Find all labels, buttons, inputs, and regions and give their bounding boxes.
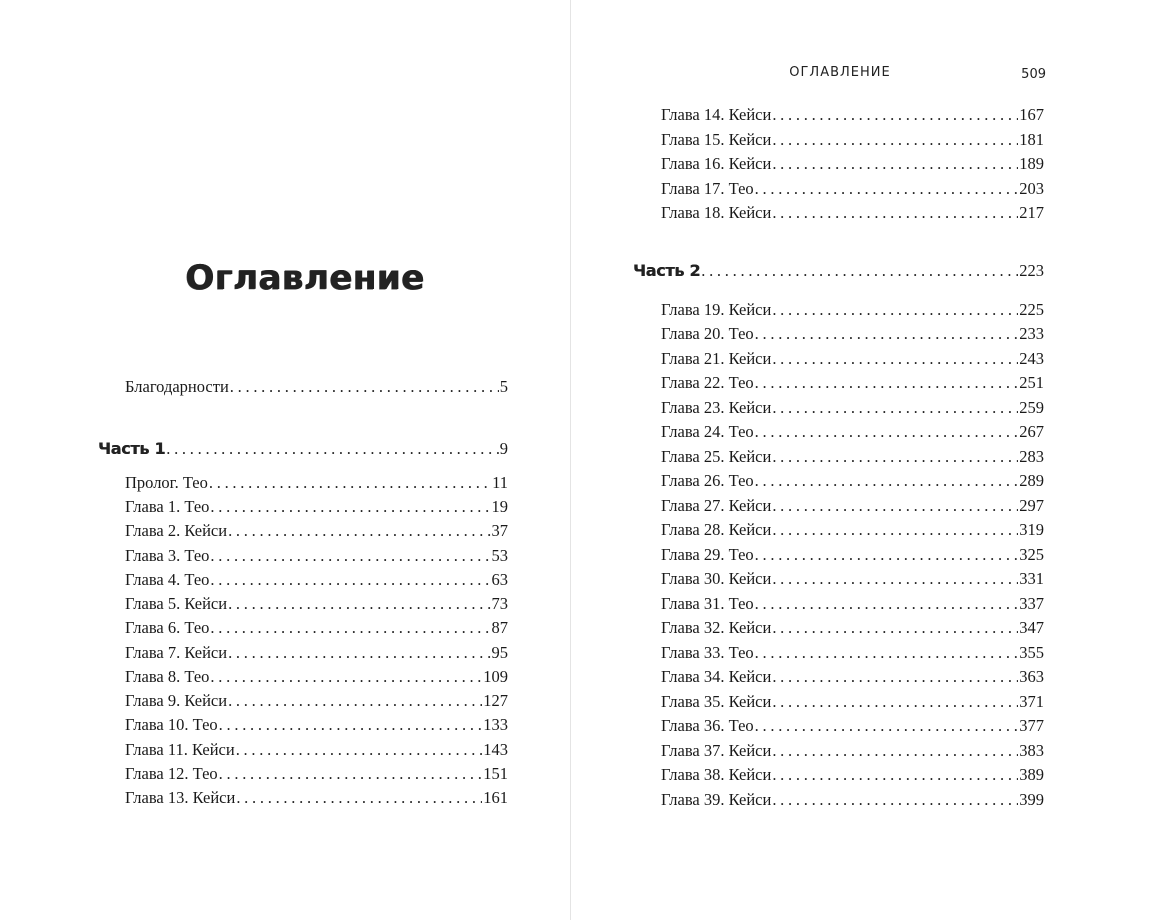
toc-entry[interactable] (125, 788, 508, 808)
toc-leader-dots (228, 594, 490, 614)
toc-entry[interactable] (661, 349, 1044, 369)
toc-entry-page: 95 (491, 643, 508, 662)
toc-entry[interactable] (661, 203, 1044, 223)
toc-entry-label: Глава 25. Кейси (661, 447, 772, 466)
toc-entry-page: 53 (491, 546, 508, 565)
toc-leader-dots (219, 715, 483, 735)
toc-part-label: Часть 2 (633, 261, 701, 280)
toc-entry-label: Глава 15. Кейси (661, 130, 772, 149)
toc-entry-page: 355 (1019, 643, 1044, 662)
toc-entry[interactable] (125, 691, 508, 711)
toc-entry-label: Глава 8. Тео (125, 667, 210, 686)
toc-leader-dots (236, 788, 482, 808)
toc-entry-label: Глава 32. Кейси (661, 618, 772, 637)
toc-entry-page: 267 (1019, 422, 1044, 441)
toc-entry[interactable] (661, 667, 1044, 687)
toc-entry-page: 233 (1019, 324, 1044, 343)
toc-entry-label: Глава 24. Тео (661, 422, 754, 441)
toc-entry-label: Глава 20. Тео (661, 324, 754, 343)
toc-entry-label: Глава 31. Тео (661, 594, 754, 613)
toc-entry-label: Глава 28. Кейси (661, 520, 772, 539)
toc-entry-page: 251 (1019, 373, 1044, 392)
toc-entry[interactable] (125, 643, 508, 663)
toc-leader-dots (772, 790, 1018, 810)
toc-leader-dots (772, 520, 1018, 540)
toc-leader-dots (755, 545, 1019, 565)
toc-entry-page: 181 (1019, 130, 1044, 149)
toc-leader-dots (701, 261, 1018, 281)
toc-entry-label: Глава 23. Кейси (661, 398, 772, 417)
toc-entry[interactable] (661, 447, 1044, 467)
toc-entry-label: Пролог. Тео (125, 473, 208, 492)
toc-leader-dots (755, 373, 1019, 393)
toc-leader-dots (166, 439, 499, 459)
toc-entry[interactable] (125, 667, 508, 687)
toc-entry-page: 331 (1019, 569, 1044, 588)
toc-entry[interactable] (661, 373, 1044, 393)
toc-entry[interactable] (661, 105, 1044, 125)
toc-entry-page: 63 (491, 570, 508, 589)
toc-entry-page: 161 (483, 788, 508, 807)
toc-leader-dots (772, 569, 1018, 589)
running-head: ОГЛАВЛЕНИЕ (789, 65, 891, 80)
toc-entry-label: Глава 29. Тео (661, 545, 754, 564)
toc-entry[interactable] (661, 692, 1044, 712)
toc-entry[interactable] (661, 496, 1044, 516)
toc-entry-page: 319 (1019, 520, 1044, 539)
toc-leader-dots (772, 398, 1018, 418)
toc-title: Оглавление (185, 258, 425, 298)
toc-leader-dots (772, 130, 1018, 150)
toc-entry[interactable] (125, 521, 508, 541)
toc-leader-dots (755, 422, 1019, 442)
toc-entry[interactable] (661, 741, 1044, 761)
toc-entry[interactable] (661, 398, 1044, 418)
toc-entry-label: Глава 17. Тео (661, 179, 754, 198)
toc-entry[interactable] (661, 130, 1044, 150)
toc-entry[interactable] (125, 715, 508, 735)
toc-entry-page: 259 (1019, 398, 1044, 417)
toc-part-2[interactable] (633, 261, 1044, 281)
toc-entry[interactable] (661, 300, 1044, 320)
toc-entry[interactable] (661, 520, 1044, 540)
toc-leader-dots (228, 521, 490, 541)
toc-entry-label: Глава 37. Кейси (661, 741, 772, 760)
toc-entry-label: Глава 7. Кейси (125, 643, 228, 662)
toc-entry-page: 127 (483, 691, 508, 710)
toc-entry[interactable] (125, 740, 508, 760)
right-page (571, 0, 1149, 920)
toc-entry-page: 189 (1019, 154, 1044, 173)
toc-entry[interactable] (661, 179, 1044, 199)
toc-leader-dots (210, 618, 490, 638)
toc-entry-label: Глава 5. Кейси (125, 594, 228, 613)
toc-entry-page: 37 (491, 521, 508, 540)
toc-entry-label: Глава 30. Кейси (661, 569, 772, 588)
toc-leader-dots (772, 618, 1018, 638)
toc-entry-page: 371 (1019, 692, 1044, 711)
toc-entry-label: Глава 39. Кейси (661, 790, 772, 809)
toc-leader-dots (755, 594, 1019, 614)
toc-entry[interactable] (125, 594, 508, 614)
toc-entry-page: 337 (1019, 594, 1044, 613)
toc-entry-acknowledgements[interactable] (125, 377, 508, 397)
toc-entry[interactable] (661, 324, 1044, 344)
toc-entry-label: Глава 4. Тео (125, 570, 210, 589)
toc-entry-page: 399 (1019, 790, 1044, 809)
toc-leader-dots (210, 546, 490, 566)
toc-entry-page: 363 (1019, 667, 1044, 686)
toc-leader-dots (772, 741, 1018, 761)
toc-entry-label: Глава 2. Кейси (125, 521, 228, 540)
page-number: 509 (1021, 67, 1046, 82)
toc-entry-page: 283 (1019, 447, 1044, 466)
toc-entry-page: 167 (1019, 105, 1044, 124)
toc-entry-page: 389 (1019, 765, 1044, 784)
toc-part-page: 223 (1019, 261, 1044, 280)
toc-leader-dots (755, 179, 1019, 199)
toc-leader-dots (772, 667, 1018, 687)
toc-leader-dots (228, 643, 490, 663)
toc-leader-dots (755, 324, 1019, 344)
toc-entry[interactable] (661, 422, 1044, 442)
toc-entry-label: Глава 9. Кейси (125, 691, 228, 710)
toc-entry-label: Глава 16. Кейси (661, 154, 772, 173)
toc-entry-label: Глава 12. Тео (125, 764, 218, 783)
toc-entry-label: Глава 22. Тео (661, 373, 754, 392)
toc-entry[interactable] (125, 618, 508, 638)
toc-entry[interactable] (661, 643, 1044, 663)
toc-entry-page: 289 (1019, 471, 1044, 490)
toc-leader-dots (219, 764, 483, 784)
toc-entry-page: 203 (1019, 179, 1044, 198)
toc-entry-page: 347 (1019, 618, 1044, 637)
left-page (0, 0, 570, 920)
toc-entry-label: Глава 34. Кейси (661, 667, 772, 686)
toc-entry[interactable] (125, 570, 508, 590)
toc-entry[interactable] (661, 765, 1044, 785)
toc-entry-page: 11 (492, 473, 508, 492)
toc-entry-page: 5 (499, 377, 508, 396)
toc-leader-dots (772, 765, 1018, 785)
toc-entry-label: Глава 27. Кейси (661, 496, 772, 515)
toc-leader-dots (755, 716, 1019, 736)
toc-entry-label: Глава 3. Тео (125, 546, 210, 565)
toc-entry-label: Глава 19. Кейси (661, 300, 772, 319)
toc-entry-label: Глава 10. Тео (125, 715, 218, 734)
toc-entry[interactable] (661, 594, 1044, 614)
toc-leader-dots (772, 203, 1018, 223)
toc-entry-page: 325 (1019, 545, 1044, 564)
toc-leader-dots (772, 692, 1018, 712)
toc-entry[interactable] (661, 471, 1044, 491)
toc-entry-page: 217 (1019, 203, 1044, 222)
toc-entry[interactable] (661, 569, 1044, 589)
toc-entry[interactable] (661, 790, 1044, 810)
toc-entry-label: Глава 36. Тео (661, 716, 754, 735)
toc-entry-label: Благодарности (125, 377, 229, 396)
toc-entry[interactable] (661, 545, 1044, 565)
toc-entry-label: Глава 13. Кейси (125, 788, 236, 807)
toc-leader-dots (772, 105, 1018, 125)
toc-part-label: Часть 1 (98, 439, 166, 458)
toc-entry-page: 133 (483, 715, 508, 734)
toc-entry-page: 143 (483, 740, 508, 759)
toc-entry[interactable] (125, 546, 508, 566)
toc-leader-dots (772, 496, 1018, 516)
toc-entry-label: Глава 38. Кейси (661, 765, 772, 784)
toc-entry-page: 151 (483, 764, 508, 783)
toc-entry[interactable] (661, 154, 1044, 174)
toc-entry-page: 109 (483, 667, 508, 686)
toc-leader-dots (772, 154, 1018, 174)
toc-leader-dots (210, 667, 482, 687)
toc-leader-dots (755, 643, 1019, 663)
toc-entry-label: Глава 21. Кейси (661, 349, 772, 368)
toc-leader-dots (230, 377, 499, 397)
toc-entry-label: Глава 18. Кейси (661, 203, 772, 222)
toc-part-page: 9 (499, 439, 508, 458)
toc-entry-page: 19 (491, 497, 508, 516)
toc-entry[interactable] (125, 764, 508, 784)
toc-entry[interactable] (125, 473, 508, 493)
toc-entry[interactable] (661, 716, 1044, 736)
toc-entry[interactable] (125, 497, 508, 517)
toc-entry-page: 225 (1019, 300, 1044, 319)
toc-entry-page: 383 (1019, 741, 1044, 760)
toc-entry-label: Глава 14. Кейси (661, 105, 772, 124)
toc-entry[interactable] (661, 618, 1044, 638)
toc-leader-dots (772, 447, 1018, 467)
toc-leader-dots (209, 473, 491, 493)
toc-entry-page: 73 (491, 594, 508, 613)
toc-leader-dots (772, 349, 1018, 369)
toc-leader-dots (772, 300, 1018, 320)
toc-part-1[interactable] (98, 439, 508, 459)
toc-entry-page: 377 (1019, 716, 1044, 735)
toc-entry-label: Глава 11. Кейси (125, 740, 235, 759)
toc-entry-label: Глава 6. Тео (125, 618, 210, 637)
toc-leader-dots (210, 497, 490, 517)
toc-entry-page: 87 (491, 618, 508, 637)
toc-leader-dots (236, 740, 483, 760)
toc-leader-dots (228, 691, 482, 711)
toc-leader-dots (210, 570, 490, 590)
toc-entry-label: Глава 1. Тео (125, 497, 210, 516)
toc-entry-page: 297 (1019, 496, 1044, 515)
toc-entry-label: Глава 26. Тео (661, 471, 754, 490)
toc-entry-label: Глава 33. Тео (661, 643, 754, 662)
toc-entry-page: 243 (1019, 349, 1044, 368)
toc-leader-dots (755, 471, 1019, 491)
toc-entry-label: Глава 35. Кейси (661, 692, 772, 711)
